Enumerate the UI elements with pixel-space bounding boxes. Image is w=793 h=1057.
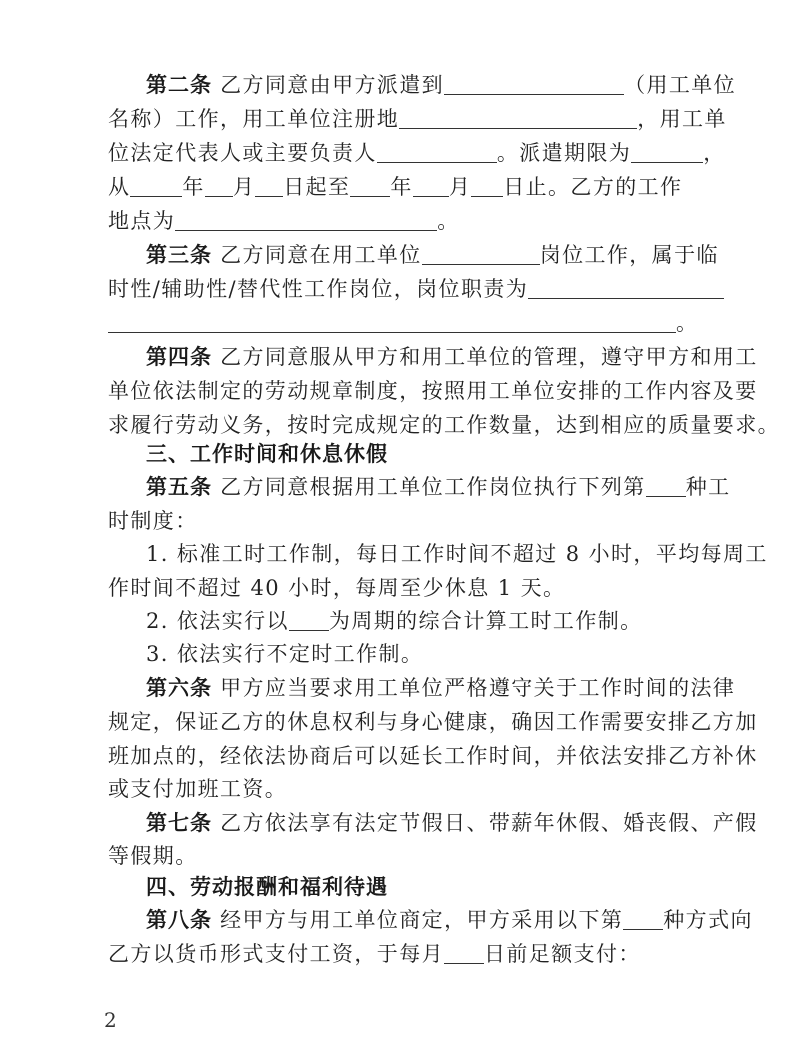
section-4-heading	[108, 870, 698, 904]
art5-line-1	[108, 470, 731, 504]
blank-dispatch-unit[interactable]	[444, 72, 624, 95]
art7-text-1: 乙方依法享有法定节假日、带薪年休假、婚丧假、产假	[220, 811, 758, 835]
art5-text-1: 乙方同意根据用工单位工作岗位执行下列第	[220, 475, 646, 499]
art6-text-1: 甲方应当要求用工单位严格遵守关于工作时间的法律	[220, 676, 736, 700]
art5-opt1-text-b: 作时间不超过 40 小时，每周至少休息 1 天。	[108, 576, 566, 600]
art5-opt2-text-b: 为周期的综合计算工时工作制。	[328, 609, 643, 633]
art2-label: 第二条	[146, 73, 212, 97]
art8-text-4: 日前足额支付：	[484, 942, 641, 966]
art4-text-2: 单位依法制定的劳动规章制度，按照用工单位安排的工作内容及要	[108, 379, 758, 403]
art3-text-4: 。	[676, 311, 699, 335]
art8-text-1: 经甲方与用工单位商定，甲方采用以下第	[220, 908, 624, 932]
art3-line-3	[108, 306, 698, 340]
section-3-heading	[108, 437, 698, 471]
art3-text-2: 岗位工作，属于临	[539, 243, 719, 267]
art6-line-1	[108, 671, 736, 705]
art3-line-1	[108, 238, 719, 272]
art2-text-14: 日止。乙方的工作	[503, 175, 683, 199]
art2-text-4: ，用工单	[637, 107, 727, 131]
art8-line-2	[108, 937, 698, 971]
blank-dispatch-period[interactable]	[631, 140, 703, 163]
art4-line-1	[108, 340, 758, 374]
blank-payment-method[interactable]	[623, 907, 663, 930]
art3-label: 第三条	[146, 243, 212, 267]
blank-duties-1[interactable]	[528, 276, 724, 299]
art7-text-2: 等假期。	[108, 844, 198, 868]
blank-cycle-period[interactable]	[289, 608, 329, 631]
art3-text-3: 时性/辅助性/替代性工作岗位，岗位职责为	[108, 277, 529, 301]
art5-opt2-text-a: 2. 依法实行以	[146, 609, 289, 633]
section-3-title: 三、工作时间和休息休假	[146, 442, 388, 466]
art2-text-3: 名称）工作，用工单位注册地	[108, 107, 400, 131]
art6-text-4: 或支付加班工资。	[108, 777, 288, 801]
art4-text-1: 乙方同意服从甲方和用工单位的管理，遵守甲方和用工	[220, 345, 758, 369]
art5-text-3: 时制度：	[108, 509, 198, 533]
blank-position[interactable]	[422, 242, 540, 265]
art6-line-4	[108, 772, 698, 806]
blank-start-month[interactable]	[205, 174, 233, 197]
art8-label: 第八条	[146, 908, 212, 932]
art4-line-2	[108, 374, 758, 408]
art2-line-5	[108, 204, 698, 238]
art5-label: 第五条	[146, 475, 212, 499]
page-number: 2	[104, 1008, 119, 1032]
art5-opt1-text-a: 1. 标准工时工作制，每日工作时间不超过 8 小时，平均每周工	[146, 542, 768, 566]
blank-legal-representative[interactable]	[377, 140, 497, 163]
art2-text-16: 。	[437, 209, 460, 233]
blank-end-day[interactable]	[471, 174, 503, 197]
art3-text-1: 乙方同意在用工单位	[220, 243, 422, 267]
blank-work-hour-system[interactable]	[646, 474, 686, 497]
art2-text-15: 地点为	[108, 209, 176, 233]
blank-work-location[interactable]	[175, 208, 437, 231]
art2-text-1: 乙方同意由甲方派遣到	[220, 73, 445, 97]
blank-end-month[interactable]	[413, 174, 449, 197]
art4-label: 第四条	[146, 345, 212, 369]
blank-duties-2[interactable]	[108, 310, 676, 333]
art6-line-2	[108, 705, 758, 739]
blank-end-year[interactable]	[350, 174, 390, 197]
art5-option-2	[108, 604, 698, 638]
art8-text-2: 种方式向	[663, 908, 753, 932]
art3-line-2	[108, 272, 698, 306]
art2-line-2	[108, 102, 727, 136]
art2-text-6: 。派遣期限为	[496, 141, 632, 165]
art5-option-3	[108, 637, 698, 671]
art5-opt3-text: 3. 依法实行不定时工作制。	[146, 642, 424, 666]
art2-text-13: 月	[448, 175, 472, 199]
art2-text-8: 从	[108, 175, 131, 199]
art7-line-2	[108, 839, 698, 873]
art2-text-7: ，	[703, 141, 726, 165]
art6-label: 第六条	[146, 676, 212, 700]
blank-start-day[interactable]	[255, 174, 283, 197]
art6-text-2: 规定，保证乙方的休息权利与身心健康，确因工作需要安排乙方加	[108, 710, 758, 734]
art5-line-2	[108, 504, 698, 538]
art2-text-2: （用工单位	[624, 73, 737, 97]
blank-pay-day[interactable]	[444, 941, 484, 964]
art8-text-3: 乙方以货币形式支付工资，于每月	[108, 942, 444, 966]
art4-text-3: 求履行劳动义务，按时完成规定的工作数量，达到相应的质量要求。	[108, 413, 780, 437]
blank-start-year[interactable]	[130, 174, 182, 197]
art2-text-5: 位法定代表人或主要负责人	[108, 141, 377, 165]
art6-line-3	[108, 739, 758, 773]
art2-line-1	[108, 68, 737, 102]
blank-registered-address[interactable]	[399, 106, 637, 129]
art2-text-9: 年	[182, 175, 205, 199]
art2-text-11: 日起至	[283, 175, 351, 199]
section-4-title: 四、劳动报酬和福利待遇	[146, 875, 388, 899]
art5-option-1b	[108, 571, 698, 605]
art5-text-2: 种工	[685, 475, 731, 499]
art2-text-12: 年	[390, 175, 413, 199]
art8-line-1	[108, 903, 753, 937]
art5-option-1a	[108, 537, 768, 571]
art2-line-4	[108, 170, 698, 204]
art6-text-3: 班加点的，经依法协商后可以延长工作时间，并依法安排乙方补休	[108, 744, 758, 768]
art7-line-1	[108, 806, 758, 840]
art2-line-3	[108, 136, 726, 170]
art7-label: 第七条	[146, 811, 212, 835]
art2-text-10: 月	[232, 175, 256, 199]
